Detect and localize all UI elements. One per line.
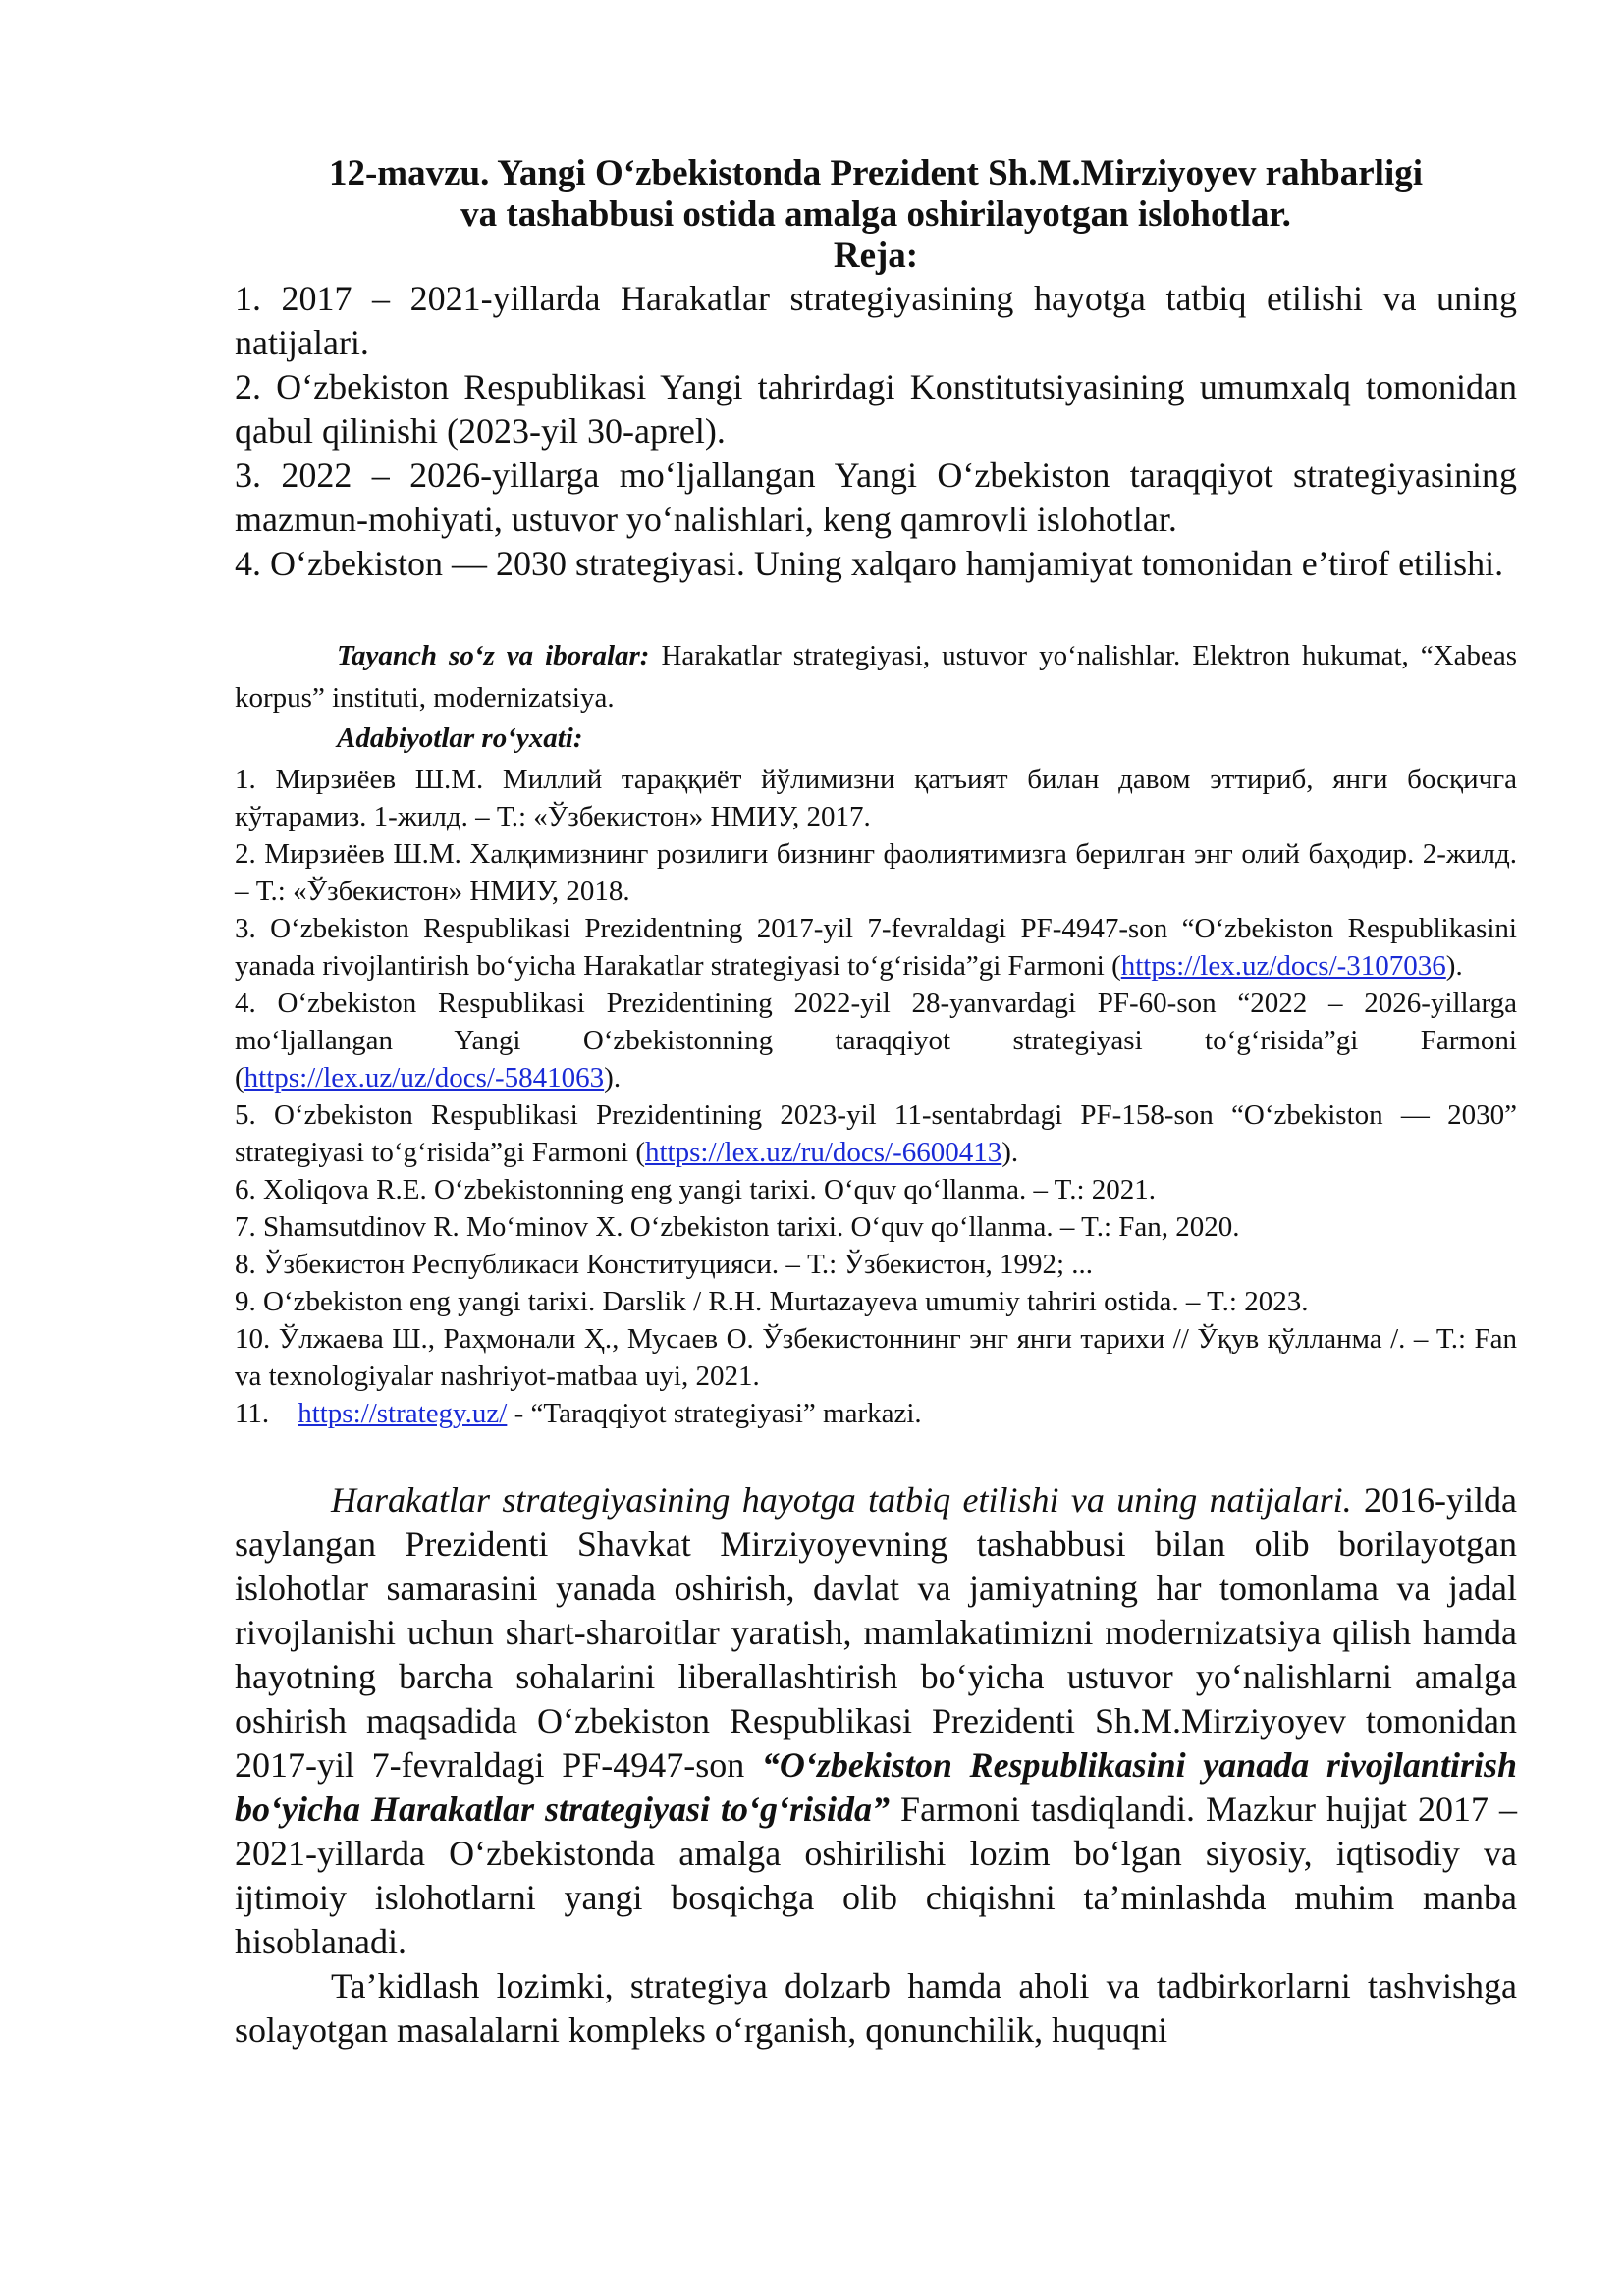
reference-item [235,910,1517,985]
plan-item: 1. 2017 – 2021-yillarda Harakatlar strategiyasining hayotga tatbiq etilishi va uning natijalari. [235,279,1517,362]
reference-link[interactable]: https://strategy.uz/ [298,1398,508,1429]
reference-item [235,985,1517,1096]
reference-item: 7. Shamsutdinov R. Mo‘minov X. O‘zbekiston tarixi. O‘quv qo‘llanma. – T.: Fan, 2020. [235,1211,1240,1243]
reference-link[interactable]: https://lex.uz/docs/-3107036 [1120,950,1446,982]
lecture-title-line-2: va tashabbusi ostida amalga oshirilayotgan islohotlar. [460,194,1291,235]
main-text [235,1478,1517,2053]
decree-title: “O‘zbekiston Respublikasini yanada rivojlantirish bo‘yicha Harakatlar strategiyasi to‘g‘risida” [235,1745,1517,1829]
reference-item: 10. Ўлжаева Ш., Раҳмонали Ҳ., Мусаев О. Ўзбекистоннинг энг янги тарихи // Ўқув қўлланма /. – Т.: Fan va texnologiyalar nashriyot-matbaa uyi, 2021. [235,1323,1517,1392]
reference-text-end: - “Taraqqiyot strategiyasi” markazi. [507,1398,922,1429]
reference-item: 1. Мирзиёев Ш.М. Миллий тараққиёт йўлимизни қатъият билан давом эттириб, янги босқичга кўтарамиз. 1-жилд. – Т.: «Ўзбекистон» НМИУ, 2017. [235,764,1517,832]
document-page [235,153,1517,2053]
reference-text-end: ). [604,1062,622,1094]
lecture-title-line-1: 12-mavzu. Yangi O‘zbekistonda Prezident Sh.M.Mirziyoyev rahbarligi [328,153,1424,193]
keywords-text: Harakatlar strategiyasi, ustuvor yo‘nalishlar. Elektron hukumat, “Xabeas korpus” instituti, modernizatsiya. [235,640,1517,714]
reference-item: 8. Ўзбекистон Республикаси Конституцияси. – Т.: Ўзбекистон, 1992; ... [235,1249,1094,1280]
reference-link[interactable]: https://lex.uz/ru/docs/-6600413 [644,1137,1002,1168]
plan-item: 3. 2022 – 2026-yillarga mo‘ljallangan Yangi O‘zbekiston taraqqiyot strategiyasining mazmun-mohiyati, ustuvor yo‘nalishlari, keng qamrovli islohotlar. [235,455,1517,539]
plan-list [235,277,1517,586]
reference-number: 11. [235,1398,298,1429]
keywords-label: Tayanch so‘z va iboralar: [337,640,650,671]
body-paragraph: Ta’kidlash lozimki, strategiya dolzarb hamda aholi va tadbirkorlarni tashvishga solayotgan masalalarni kompleks o‘rganish, qonunchilik, huquqni [235,1966,1517,2050]
reference-item: 9. O‘zbekiston eng yangi tarixi. Darslik / R.H. Murtazayeva umumiy tahriri ostida. – T.: 2023. [235,1286,1309,1317]
body-paragraph [235,1478,1517,1964]
reference-item: 6. Xoliqova R.E. O‘zbekistonning eng yangi tarixi. O‘quv qo‘llanma. – T.: 2021. [235,1174,1157,1205]
plan-item: 2. O‘zbekiston Respublikasi Yangi tahrirdagi Konstitutsiyasining umumxalq tomonidan qabul qilinishi (2023-yil 30-aprel). [235,367,1517,451]
plan-heading: Reja: [833,236,919,276]
reference-text: 3. O‘zbekiston Respublikasi Prezidentning 2017-yil 7-fevraldagi PF-4947-son “O‘zbekiston Respublikasini yanada rivojlantirish bo‘yicha Harakatlar strategiyasi to‘g‘risida”gi Farmoni ( [235,913,1517,982]
body-text-tail: Farmoni tasdiqlandi. Mazkur hujjat 2017 – 2021-yillarda O‘zbekistonda amalga oshirilishi lozim bo‘lgan siyosiy, iqtisodiy va ijtimoiy islohotlarni yangi bosqichga olib chiqishni ta’minlashda muhim manba hisoblanadi. [235,1789,1517,1961]
reference-text-end: ). [1445,950,1463,982]
keywords-paragraph [235,635,1517,720]
reference-text: 4. O‘zbekiston Respublikasi Prezidentining 2022-yil 28-yanvardagi PF-60-son “2022 – 2026-yillarga mo‘ljallangan Yangi O‘zbekistonning taraqqiyot strategiyasi to‘g‘risida”gi Farmoni ( [235,988,1517,1094]
plan-item: 4. O‘zbekiston — 2030 strategiyasi. Uning xalqaro hamjamiyat tomonidan e’tirof etilishi. [235,544,1504,583]
section-lead: Harakatlar strategiyasining hayotga tatbiq etilishi va uning natijalari. [331,1480,1352,1520]
reference-text-end: ). [1001,1137,1019,1168]
reference-link[interactable]: https://lex.uz/uz/docs/-5841063 [244,1062,605,1094]
references-heading: Adabiyotlar ro‘yxati: [337,722,583,754]
references-list [235,761,1517,1432]
reference-item [235,1096,1517,1171]
reference-item: 2. Мирзиёев Ш.М. Халқимизнинг розилиги бизнинг фаолиятимизга берилган энг олий баҳодир. 2-жилд. – Т.: «Ўзбекистон» НМИУ, 2018. [235,838,1517,907]
body-text: 2016-yilda saylangan Prezidenti Shavkat Mirziyoyevning tashabbusi bilan olib borilayotgan islohotlar samarasini yanada oshirish, davlat va jamiyatning har tomonlama va jadal rivojlanishi uchun shart-sharoitlar yaratish, mamlakatimizni modernizatsiya qilish hamda hayotning barcha sohalarini liberallashtirish bo‘yicha ustuvor yo‘nalishlarni amalga oshirish maqsadida O‘zbekiston Respublikasi Prezidenti Sh.M.Mirziyoyev tomonidan 2017-yil 7-fevraldagi PF-4947-son [235,1480,1517,1785]
lecture-title [235,153,1517,236]
reference-text: 5. O‘zbekiston Respublikasi Prezidentining 2023-yil 11-sentabrdagi PF-158-son “O‘zbekiston — 2030” strategiyasi to‘g‘risida”gi Farmoni ( [235,1099,1517,1168]
reference-item [235,1395,1517,1432]
